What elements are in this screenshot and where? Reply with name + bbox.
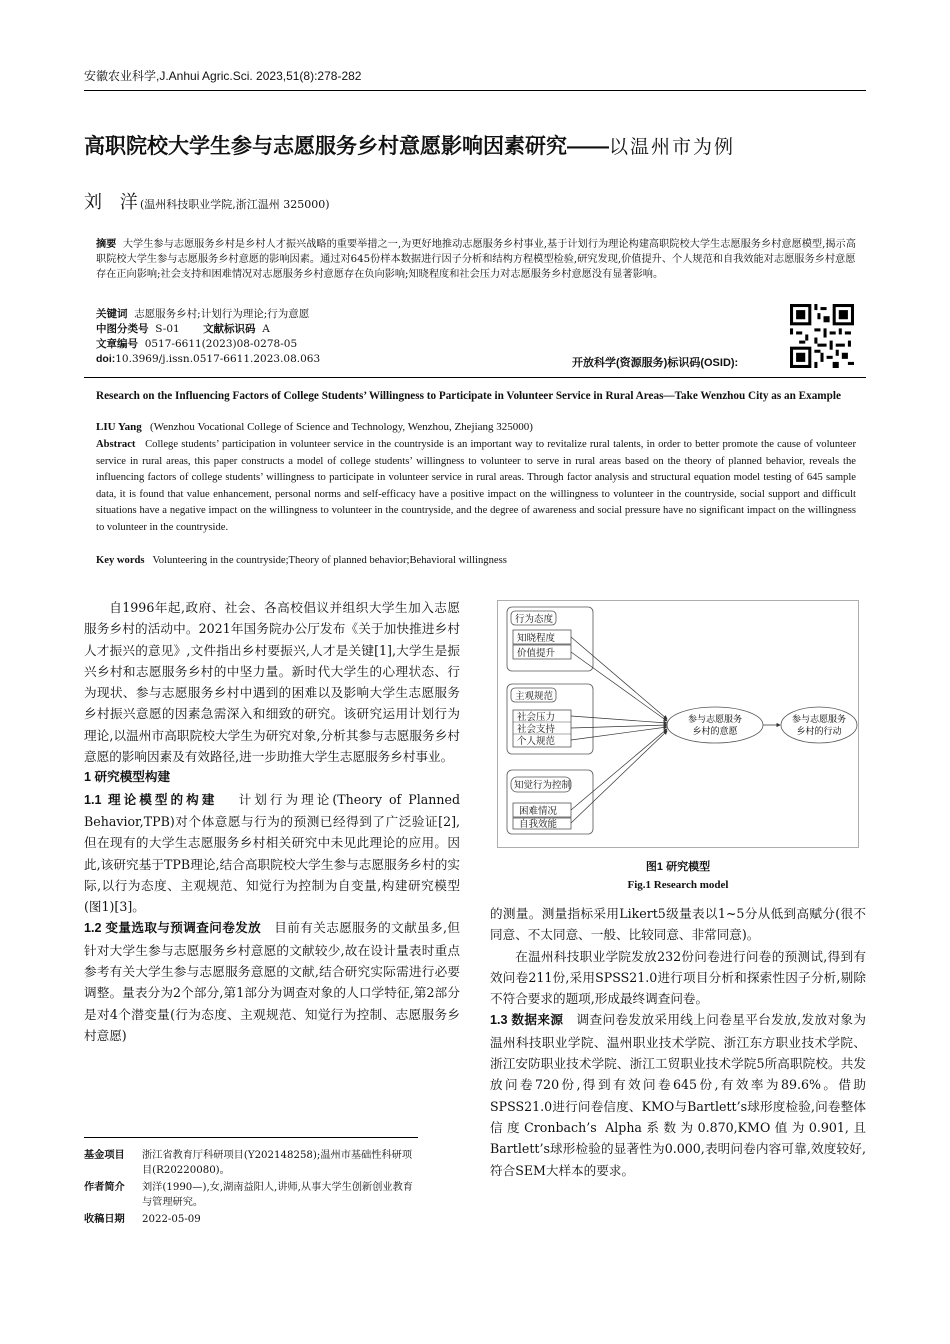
en-author: LIU Yang — [96, 421, 142, 433]
keywords-line — [96, 307, 309, 322]
fund-label: 基金项目 — [84, 1150, 125, 1161]
date-text: 2022-05-09 — [142, 1214, 201, 1225]
research-model-figure — [497, 600, 859, 848]
section-1-3 — [490, 1009, 866, 1180]
paragraph-1-2-cont: 的测量。测量指标采用Likert5级量表以1~5分从低到高赋分(很不同意、不太同意、一般、比较同意、非常同意)。 — [490, 906, 866, 943]
author-affiliation: (温州科技职业学院,浙江温州 325000) — [140, 198, 330, 211]
doc-label: 文献标识码 — [203, 323, 256, 335]
fig-item-support: 社会支持 — [517, 724, 556, 735]
footnote-rule — [84, 1137, 418, 1138]
clc-label: 中图分类号 — [96, 323, 149, 335]
fig-intent-line2: 乡村的意愿 — [692, 727, 738, 737]
section-1-2 — [84, 917, 460, 1046]
bio-label: 作者简介 — [84, 1182, 125, 1193]
fund-text: 浙江省教育厅科研项目(Y202148258);温州市基础性科研项目(R20220080)。 — [142, 1150, 413, 1176]
paper-title — [84, 130, 866, 160]
date-label: 收稿日期 — [84, 1214, 125, 1225]
clc: S-01 — [155, 323, 180, 335]
doi-label: doi: — [96, 353, 116, 365]
fig-attitude-title: 行为态度 — [515, 614, 554, 625]
fig-item-awareness: 知晓程度 — [517, 633, 556, 644]
cn-abstract-label: 摘要 — [96, 239, 117, 250]
en-keywords-label: Key words — [96, 555, 145, 566]
heading-1-2: 1.2 变量选取与预调查问卷发放 — [84, 921, 262, 936]
fig-item-difficulty: 困难情况 — [519, 806, 558, 817]
section-rule — [84, 377, 866, 378]
fig-item-efficacy: 自我效能 — [519, 819, 558, 830]
figure-caption-en: Fig.1 Research model — [627, 879, 729, 891]
en-abstract-text: College students’ participation in volunteer service in the countryside is an important way to revitalize rural talents, in order to better promote the cause of volunteer service in rural areas, this paper constructs a model of college students’ willingness to volunteer to serve in rural areas based on the theory of planned behavior, reveals the influencing factors of college students’ willingness to participate in volunteer service in rural areas. Through factor analysis and structural equation model testing of 645 sample data, it is found that value enhancement, personal norms and self-efficacy have a positive impact on the willingness to volunteer in the countryside, social support and difficult situations have a negative impact on the willingness to volunteer in the countryside, and the degree of awareness and social pressure have no significant impact on the willingness to volunteer in the countryside. — [96, 439, 856, 533]
section-heading-1: 1 研究模型构建 — [84, 770, 171, 785]
fig-action-line1: 参与志愿服务 — [791, 715, 847, 725]
fig-action-line2: 乡村的行动 — [796, 727, 842, 737]
fig-norm-title: 主观规范 — [515, 691, 554, 702]
heading-1-1: 1.1 理论模型的构建 — [84, 792, 218, 807]
clc-line — [96, 322, 270, 337]
doi[interactable]: 10.3969/j.issn.0517-6611.2023.08.063 — [115, 353, 321, 365]
en-abstract — [96, 437, 856, 536]
bio-text: 刘洋(1990—),女,湖南益阳人,讲师,从事大学生创新创业教育与管理研究。 — [142, 1182, 413, 1208]
header-rule — [84, 90, 866, 91]
article-line — [96, 337, 297, 352]
osid-label: 开放科学(资源服务)标识码(OSID): — [572, 357, 739, 369]
heading-1-3: 1.3 数据来源 — [490, 1013, 564, 1028]
body-column-left — [84, 597, 460, 1046]
keywords-label: 关键词 — [96, 308, 128, 320]
journal-header: 安徽农业科学,J.Anhui Agric.Sci. 2023,51(8):278-282 — [84, 69, 362, 83]
figure-caption-cn: 图1 研究模型 — [645, 861, 711, 873]
intro-paragraph: 自1996年起,政府、社会、各高校倡议并组织大学生加入志愿服务乡村的活动中。2021年国务院办公厅发布《关于加快推进乡村人才振兴的意见》,文件指出乡村要振兴,人才是关键[1],大学生是振兴乡村和志愿服务乡村的中坚力量。新时代大学生的心理状态、行为现状、参与志愿服务乡村中遇到的困难以及影响大学生志愿服务乡村振兴意愿的因素急需深入和细致的研究。该研究运用计划行为理论,以温州市高职院校大学生为研究对象,分析其参与志愿服务乡村意愿的影响因素及有效路径,进一步助推大学生志愿服务乡村事业。 — [84, 600, 460, 765]
en-author-line — [96, 421, 533, 433]
footnote-date — [84, 1212, 422, 1227]
fig-intent-line1: 参与志愿服务 — [687, 715, 743, 725]
fig-item-personal-norm: 个人规范 — [517, 736, 556, 747]
footnote-fund — [84, 1148, 422, 1178]
body-column-right — [490, 903, 866, 1181]
paragraph-1-2: 目前有关志愿服务的文献虽多,但针对大学生参与志愿服务乡村意愿的文献较少,故在设计量表时重点参考有关大学生参与志愿服务意愿的文献,结合研究实际需进行必要调整。量表分为2个部分,第1部分为调查对象的人口学特征,第2部分是对4个潜变量(行为态度、主观规范、知觉行为控制、志愿服务乡村意愿) — [84, 920, 460, 1043]
cn-abstract — [96, 237, 856, 282]
cn-abstract-text: 大学生参与志愿服务乡村是乡村人才振兴战略的重要举措之一,为更好地推动志愿服务乡村事业,基于计划行为理论构建高职院校大学生志愿服务乡村意愿模型,揭示高职院校大学生参与志愿服务乡村意愿的影响因素。通过对645份样本数据进行因子分析和结构方程模型检验,研究发现,价值提升、个人规范和自我效能对志愿服务乡村意愿存在正向影响;社会支持和困难情况对志愿服务乡村意愿存在负向影响;知晓程度和社会压力对志愿服务乡村意愿没有显著影响。 — [96, 239, 856, 280]
doc-code: A — [262, 323, 270, 335]
section-1-1 — [84, 789, 460, 918]
en-keywords: Volunteering in the countryside;Theory of planned behavior;Behavioral willingness — [152, 555, 507, 566]
title-main: 高职院校大学生参与志愿服务乡村意愿影响因素研究—— — [84, 135, 609, 158]
fig-item-value: 价值提升 — [517, 648, 556, 659]
qr-code-icon[interactable] — [790, 304, 854, 368]
paragraph-1-1: 计划行为理论(Theory of Planned Behavior,TPB)对个体意愿与行为的预测已经得到了广泛验证[2],但在现有的大学生志愿服务乡村相关研究中未见此理论的应用。因此,该研究基于TPB理论,结合高职院校大学生参与志愿服务乡村的实际,以行为态度、主观规范、知觉行为控制为自变量,构建研究模型(图1)[3]。 — [84, 791, 461, 915]
en-abstract-label: Abstract — [96, 439, 136, 450]
paragraph-1-3: 调查问卷发放采用线上问卷星平台发放,发放对象为温州科技职业学院、温州职业技术学院、浙江东方职业技术学院、浙江安防职业技术学院、浙江工贸职业技术学院5所高职院校。共发放问卷720份,得到有效问卷645份,有效率为89.6%。借助SPSS21.0进行问卷信度、KMO与Bartlett’s球形度检验,问卷整体信度Cronbach’s Alpha系数为0.870,KMO值为0.901,且Bartlett’s球形检验的显著性为0.000,表明问卷内容可靠,效度较好,符合SEM大样本的要求。 — [490, 1012, 866, 1178]
paragraph-pretest: 在温州科技职业学院发放232份问卷进行问卷的预测试,得到有效问卷211份,采用SPSS21.0进行项目分析和探索性因子分析,剔除不符合要求的题项,形成最终调查问卷。 — [490, 948, 866, 1007]
en-affiliation: (Wenzhou Vocational College of Science and Technology, Wenzhou, Zhejiang 325000) — [150, 421, 533, 433]
doi-line — [96, 352, 320, 367]
en-keywords-line — [96, 555, 507, 566]
footnote-bio — [84, 1180, 422, 1210]
keywords: 志愿服务乡村;计划行为理论;行为意愿 — [134, 308, 310, 320]
article-number: 0517-6611(2023)08-0278-05 — [144, 338, 298, 350]
article-label: 文章编号 — [96, 338, 138, 350]
title-sub: 以温州市为例 — [609, 136, 736, 158]
en-title: Research on the Influencing Factors of College Students’ Willingness to Participate in Volunteer Service in Rural Areas—Take Wenzhou City as an Example — [96, 390, 841, 402]
author-name: 刘 洋 — [84, 192, 144, 213]
fig-item-pressure: 社会压力 — [517, 712, 556, 723]
fig-control-title: 知觉行为控制 — [514, 780, 572, 791]
